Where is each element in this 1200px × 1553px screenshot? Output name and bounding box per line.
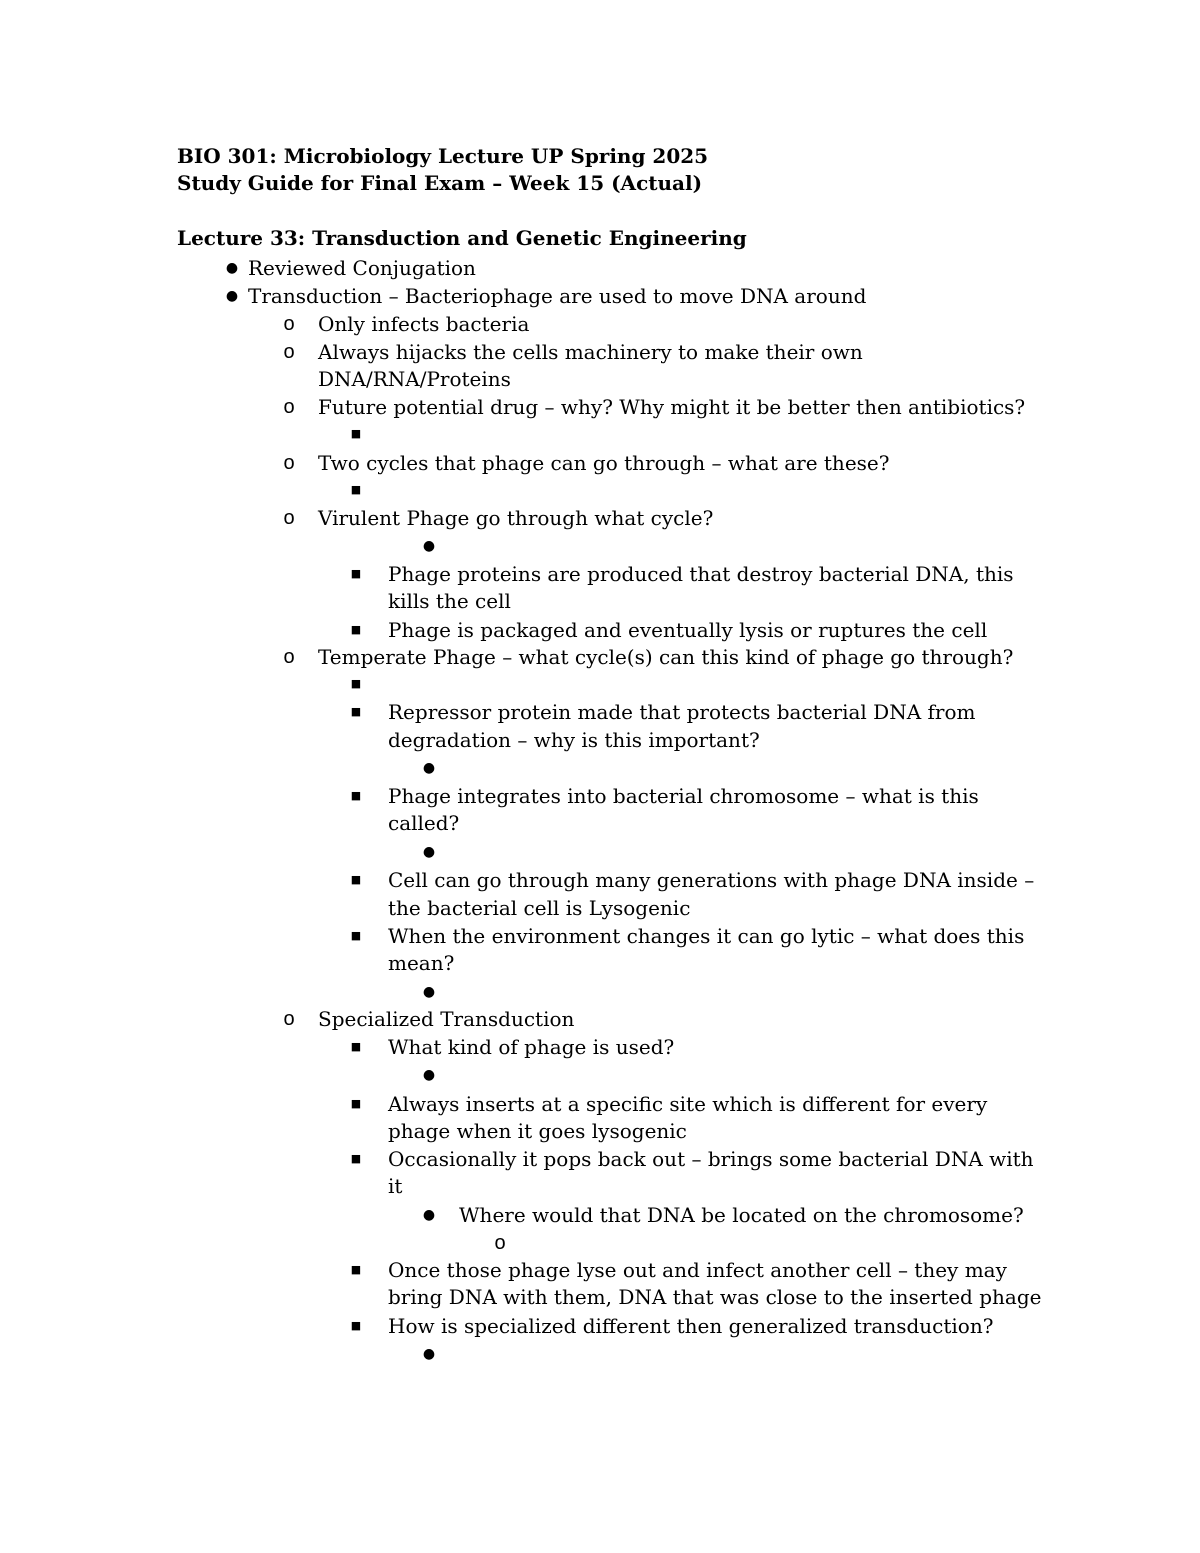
lecture-heading: Lecture 33: Transduction and Genetic Engineering — [177, 226, 747, 250]
bullet-square: ■ — [350, 929, 362, 942]
bullet-disc: ● — [422, 844, 436, 860]
bullet-circle: o — [283, 1008, 295, 1030]
bullet-disc: ● — [422, 760, 436, 776]
bullet-disc: ● — [422, 984, 436, 1000]
bullet-circle: o — [494, 1232, 506, 1254]
list-item-continuation: called? — [388, 811, 460, 835]
bullet-square: ■ — [350, 1263, 362, 1276]
bullet-disc: ● — [225, 260, 239, 276]
bullet-square: ■ — [350, 427, 362, 440]
list-item-continuation: degradation – why is this important? — [388, 728, 760, 752]
guide-title: Study Guide for Final Exam – Week 15 (Actual) — [177, 171, 703, 195]
bullet-circle: o — [283, 646, 295, 668]
list-item-continuation: phage when it goes lysogenic — [388, 1119, 687, 1143]
list-item-continuation: bring DNA with them, DNA that was close to the inserted phage — [388, 1285, 1042, 1309]
list-item: Transduction – Bacteriophage are used to move DNA around — [248, 284, 867, 308]
bullet-disc: ● — [225, 288, 239, 304]
bullet-square: ■ — [350, 873, 362, 886]
bullet-circle: o — [283, 341, 295, 363]
bullet-square: ■ — [350, 1319, 362, 1332]
list-item-continuation: it — [388, 1174, 403, 1198]
list-item: Phage is packaged and eventually lysis or ruptures the cell — [388, 618, 988, 642]
bullet-square: ■ — [350, 677, 362, 690]
bullet-disc: ● — [422, 1207, 436, 1223]
bullet-circle: o — [283, 313, 295, 335]
bullet-disc: ● — [422, 538, 436, 554]
list-item-continuation: kills the cell — [388, 589, 511, 613]
bullet-disc: ● — [422, 1346, 436, 1362]
list-item: When the environment changes it can go lytic – what does this — [388, 924, 1025, 948]
list-item: Virulent Phage go through what cycle? — [318, 506, 714, 530]
bullet-square: ■ — [350, 1097, 362, 1110]
bullet-square: ■ — [350, 705, 362, 718]
list-item: Reviewed Conjugation — [248, 256, 476, 280]
bullet-square: ■ — [350, 567, 362, 580]
list-item: Cell can go through many generations with phage DNA inside – — [388, 868, 1035, 892]
list-item: Two cycles that phage can go through – what are these? — [318, 451, 890, 475]
list-item: Only infects bacteria — [318, 312, 530, 336]
list-item: Always hijacks the cells machinery to make their own — [318, 340, 863, 364]
list-item: Specialized Transduction — [318, 1007, 575, 1031]
list-item: Phage integrates into bacterial chromosome – what is this — [388, 784, 979, 808]
list-item: How is specialized different then generalized transduction? — [388, 1314, 994, 1338]
list-item: Occasionally it pops back out – brings some bacterial DNA with — [388, 1147, 1034, 1171]
list-item: Always inserts at a specific site which is different for every — [388, 1092, 988, 1116]
list-item: Temperate Phage – what cycle(s) can this kind of phage go through? — [318, 645, 1014, 669]
list-item: Repressor protein made that protects bacterial DNA from — [388, 700, 976, 724]
list-item: What kind of phage is used? — [388, 1035, 675, 1059]
list-item: Phage proteins are produced that destroy bacterial DNA, this — [388, 562, 1014, 586]
list-item-continuation: mean? — [388, 951, 455, 975]
list-item: Once those phage lyse out and infect another cell – they may — [388, 1258, 1007, 1282]
bullet-circle: o — [283, 452, 295, 474]
bullet-square: ■ — [350, 483, 362, 496]
bullet-square: ■ — [350, 789, 362, 802]
bullet-disc: ● — [422, 1067, 436, 1083]
list-item-continuation: DNA/RNA/Proteins — [318, 367, 511, 391]
bullet-square: ■ — [350, 1040, 362, 1053]
list-item: Future potential drug – why? Why might it be better then antibiotics? — [318, 395, 1026, 419]
bullet-square: ■ — [350, 1152, 362, 1165]
bullet-square: ■ — [350, 623, 362, 636]
list-item: Where would that DNA be located on the chromosome? — [459, 1203, 1024, 1227]
list-item-continuation: the bacterial cell is Lysogenic — [388, 896, 691, 920]
bullet-circle: o — [283, 396, 295, 418]
bullet-circle: o — [283, 507, 295, 529]
course-title: BIO 301: Microbiology Lecture UP Spring 2025 — [177, 144, 709, 168]
